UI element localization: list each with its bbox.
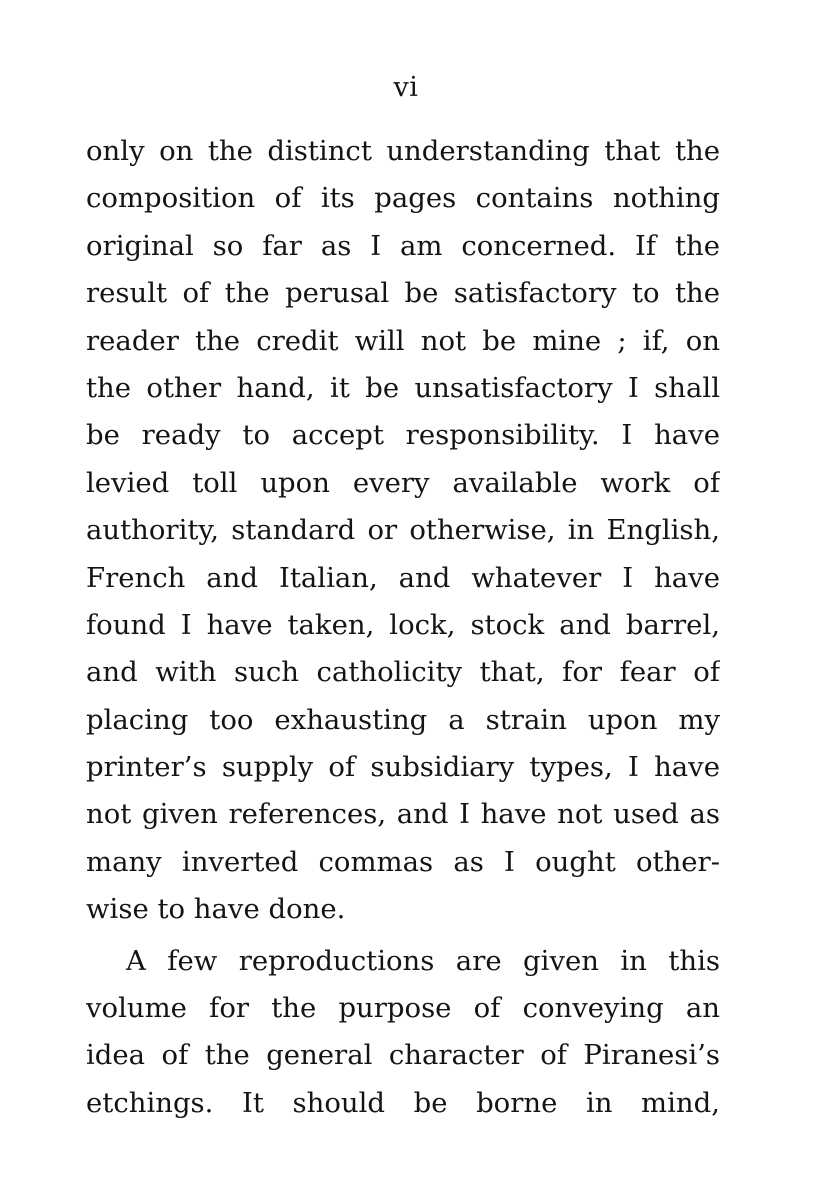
text-line: composition of its pages contains nothing [86, 182, 720, 215]
text-line: idea of the general character of Piranesi’s [86, 1039, 720, 1072]
text-line: authority, standard or otherwise, in English, [86, 514, 720, 547]
text-line: not given references, and I have not used as [86, 798, 720, 831]
text-line: many inverted commas as I ought other- [86, 845, 720, 878]
text-line: result of the perusal be satisfactory to the [86, 277, 720, 310]
text-line: placing too exhausting a strain upon my [86, 703, 720, 736]
page-number: vi [393, 72, 419, 103]
text-line: and with such catholicity that, for fear of [86, 656, 720, 689]
text-line: A few reproductions are given in this [126, 944, 720, 977]
text-line: the other hand, it be unsatisfactory I shall [86, 371, 720, 404]
text-line: wise to have done. [86, 893, 346, 926]
body-text [86, 128, 720, 1127]
text-line: original so far as I am concerned. If the [86, 229, 720, 262]
text-line: only on the distinct understanding that the [86, 135, 720, 167]
text-line: be ready to accept responsibility. I have [86, 419, 720, 452]
text-line: printer’s supply of subsidiary types, I have [86, 751, 720, 784]
paragraph-2 [86, 938, 720, 1128]
text-line: French and Italian, and whatever I have [86, 561, 720, 594]
text-line: reader the credit will not be mine ; if, on [86, 324, 720, 357]
text-line: levied toll upon every available work of [86, 466, 720, 499]
text-line: found I have taken, lock, stock and barrel, [86, 608, 720, 641]
paragraph-1 [86, 128, 720, 934]
text-line: volume for the purpose of conveying an [86, 992, 720, 1025]
text-line: etchings. It should be borne in mind, [86, 1086, 720, 1119]
